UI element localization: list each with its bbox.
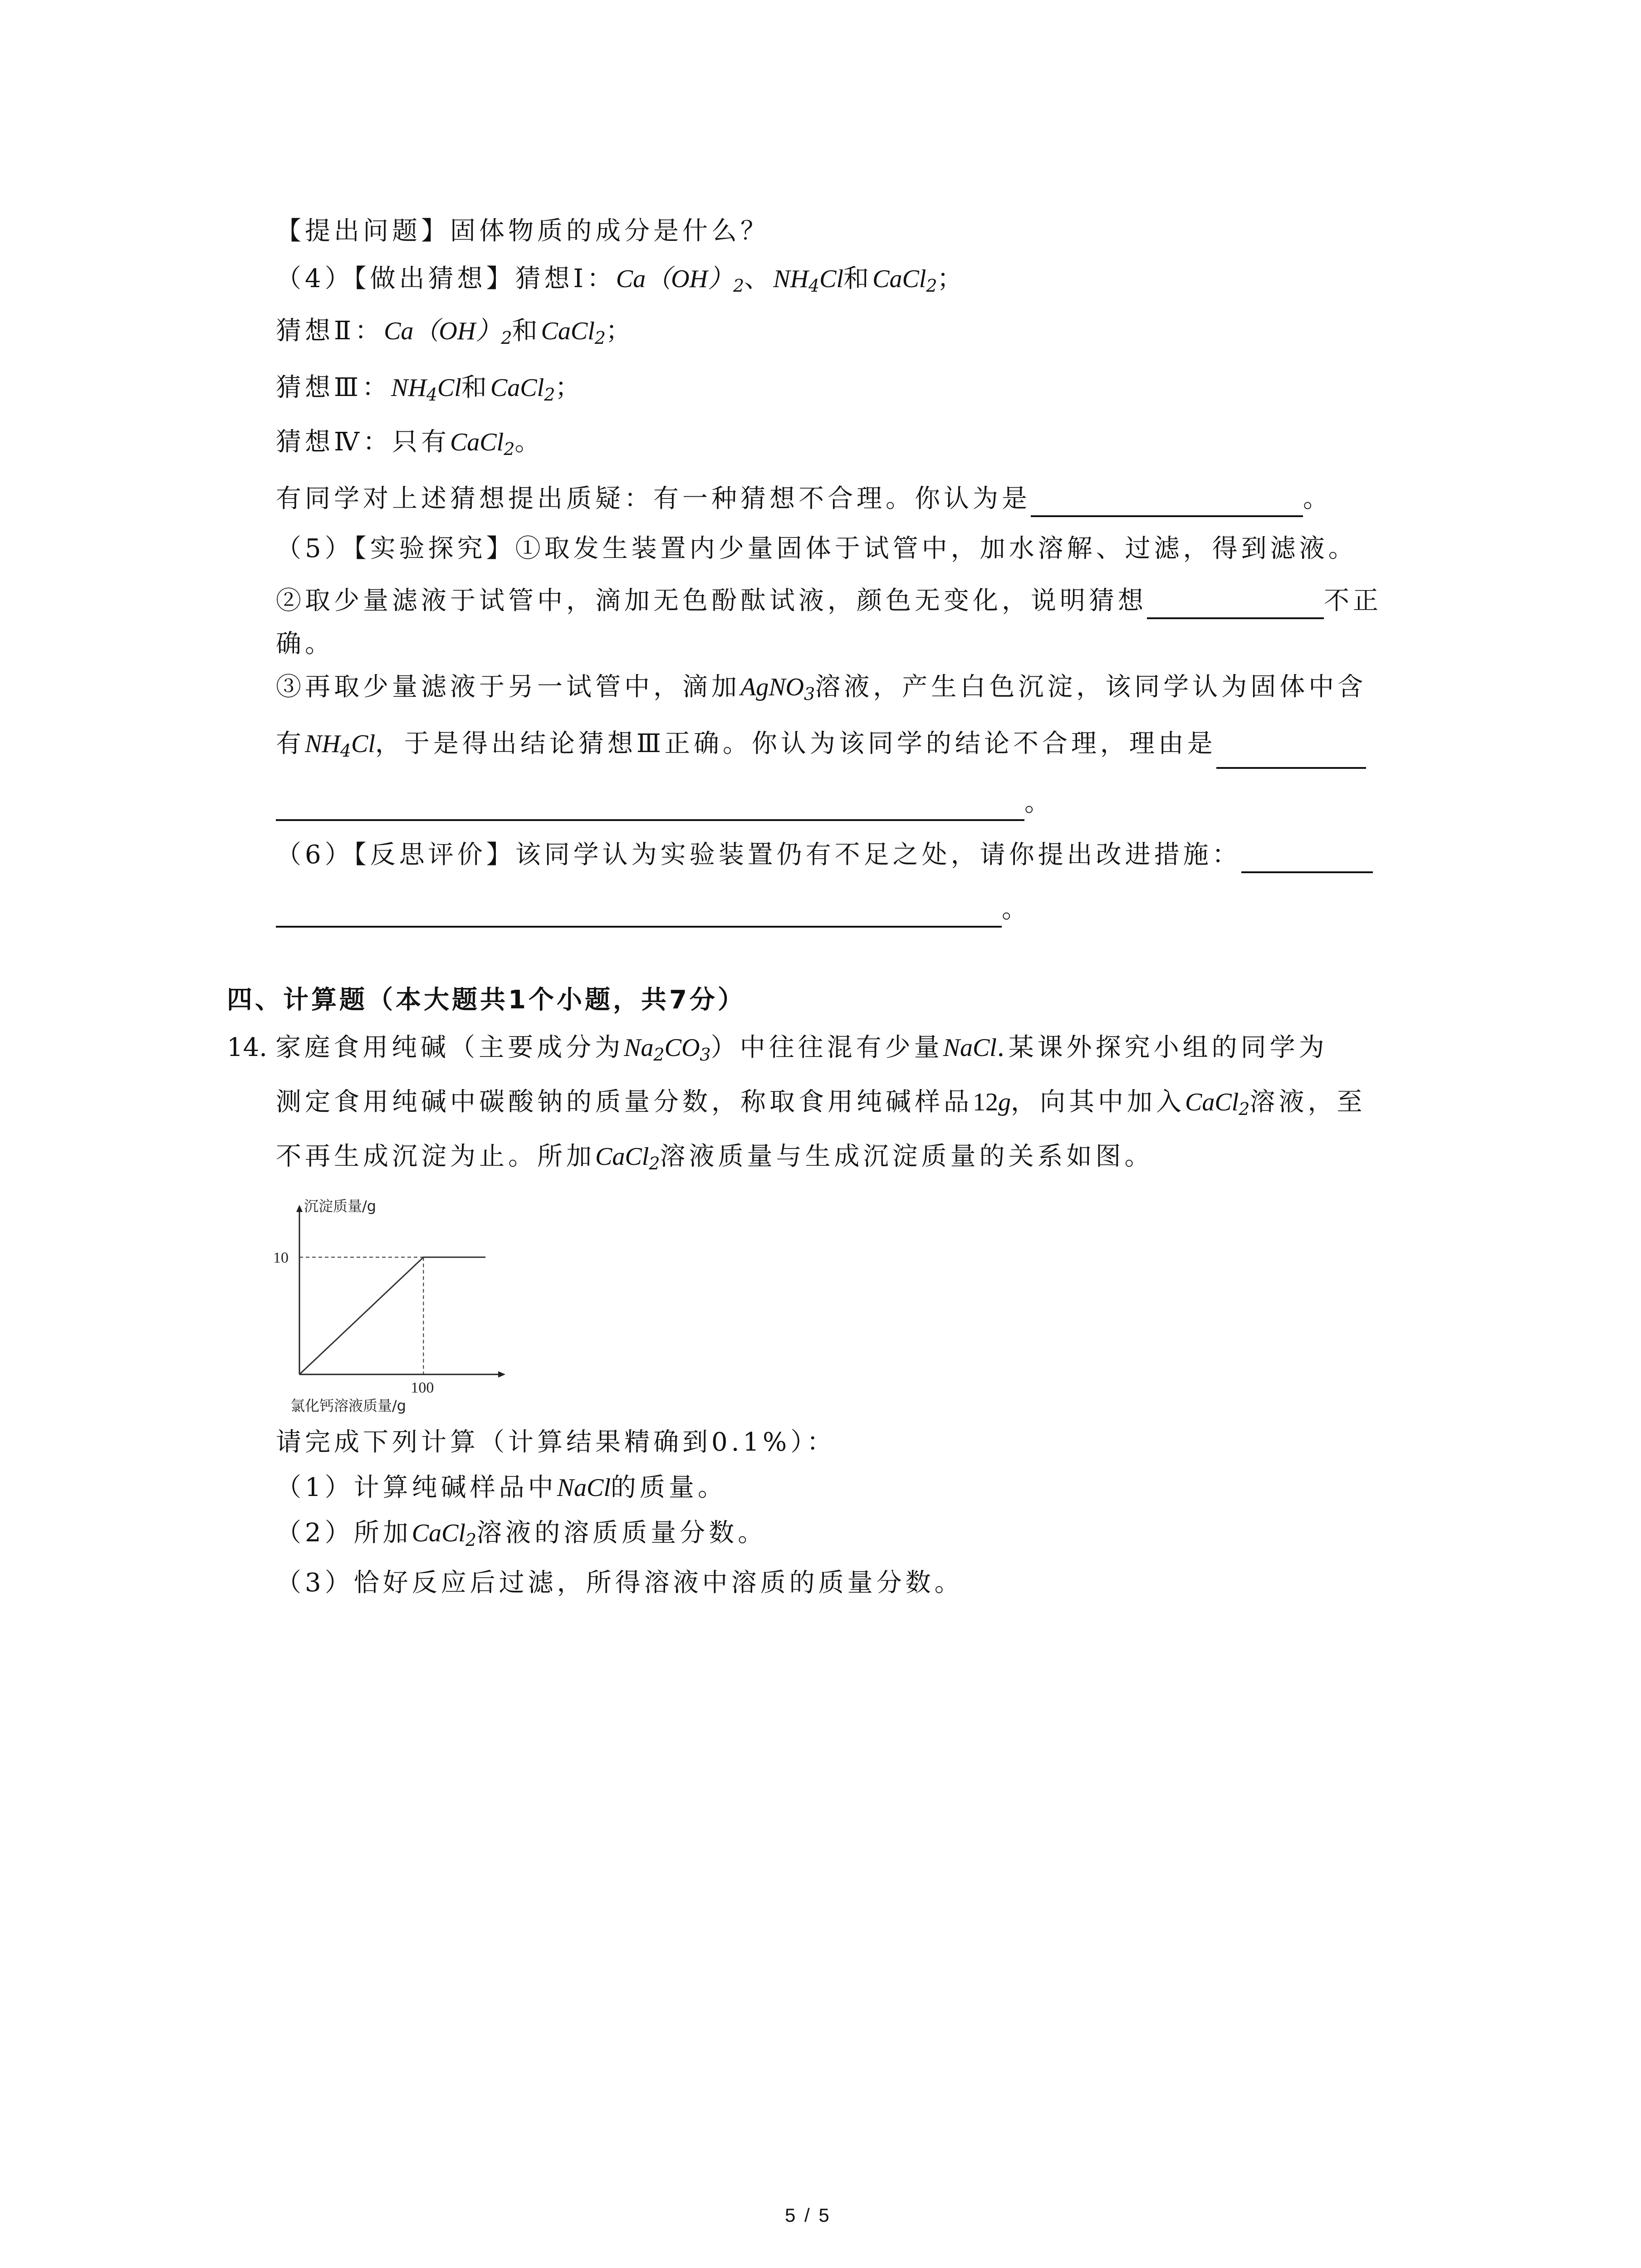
answer-blank[interactable] (1216, 740, 1366, 769)
sub-question-1: （1）计算纯碱样品中NaCl的质量。 (276, 1473, 727, 1502)
y-axis-arrow (296, 1205, 303, 1212)
y-axis-label: 沉淀质量/g (304, 1198, 377, 1215)
question-14-line-3: 不再生成沉淀为止。所加CaCl$_2$溶液质量与生成沉淀质量的关系如图。 (276, 1142, 1154, 1173)
experiment-step-2: ②取少量滤液于试管中，滴加无色酚酞试液，颜色无变化，说明猜想 不正 (276, 583, 1382, 619)
y-tick-label: 10 (273, 1249, 289, 1266)
chart-svg (263, 1198, 517, 1433)
reason-blank-line: 。 (276, 785, 1053, 821)
experiment-step-3-cont: 有$NH_4Cl$，于是得出结论猜想Ⅲ正确。你认为该同学的结论不合理，理由是 (276, 726, 1366, 769)
answer-blank[interactable] (276, 792, 1024, 821)
reflection-line: （6）【反思评价】该同学认为实验装置仍有不足之处，请你提出改进措施： (276, 837, 1373, 873)
experiment-step-3: ③再取少量滤液于另一试管中，滴加AgNO$_3$溶液，产生白色沉淀，该同学认为固体中含 (276, 672, 1367, 704)
experiment-step-1: （5）【实验探究】①取发生装置内少量固体于试管中，加水溶解、过滤，得到滤液。 (276, 534, 1357, 563)
hypothesis-3: 猜想Ⅲ：$NH_4Cl$和CaCl$_2$； (276, 373, 584, 405)
x-axis-label: 氯化钙溶液质量/g (290, 1397, 407, 1414)
x-axis-arrow (498, 1371, 505, 1378)
series-line (299, 1257, 485, 1374)
improvement-blank-line: 。 (276, 891, 1031, 928)
answer-blank[interactable] (276, 899, 1002, 928)
precipitate-chart (263, 1198, 517, 1433)
hypothesis-1: （4）【做出猜想】猜想Ⅰ：$Ca(OH)_2$、$NH_4Cl$和CaCl$_2$； (276, 264, 966, 296)
question-14-line-2: 测定食用纯碱中碳酸钠的质量分数，称取食用纯碱样品12g，向其中加入CaCl$_2$溶液，至 (276, 1087, 1366, 1119)
page-number: 5 / 5 (785, 2204, 831, 2226)
experiment-step-2-cont: 确。 (276, 629, 334, 659)
sub-question-2: （2）所加CaCl$_2$溶液的溶质质量分数。 (276, 1518, 767, 1550)
sub-question-3: （3）恰好反应后过滤，所得溶液中溶质的质量分数。 (276, 1568, 964, 1598)
answer-blank[interactable] (1031, 488, 1303, 517)
hypothesis-2: 猜想Ⅱ：$Ca(OH)_2$和CaCl$_2$； (276, 316, 635, 348)
question-14-line-1: 14. 家庭食用纯碱（主要成分为$Na_2CO_3$）中往往混有少量NaCl.某课外探究小组的同学为 (227, 1033, 1328, 1065)
question-heading: 【提出问题】固体物质的成分是什么？ (276, 216, 769, 246)
doubt-line: 有同学对上述猜想提出质疑：有一种猜想不合理。你认为是 。 (276, 481, 1332, 517)
answer-blank[interactable] (1147, 590, 1324, 619)
question-number: 14. (227, 1033, 268, 1062)
hypothesis-4: 猜想Ⅳ：只有CaCl$_2$。 (276, 427, 544, 459)
section-title: 四、计算题（本大题共1个小题，共7分） (227, 985, 746, 1015)
answer-blank[interactable] (1241, 844, 1373, 873)
calc-instructions: 请完成下列计算（计算结果精确到0.1%）： (276, 1427, 836, 1457)
x-tick-label: 100 (411, 1379, 434, 1396)
